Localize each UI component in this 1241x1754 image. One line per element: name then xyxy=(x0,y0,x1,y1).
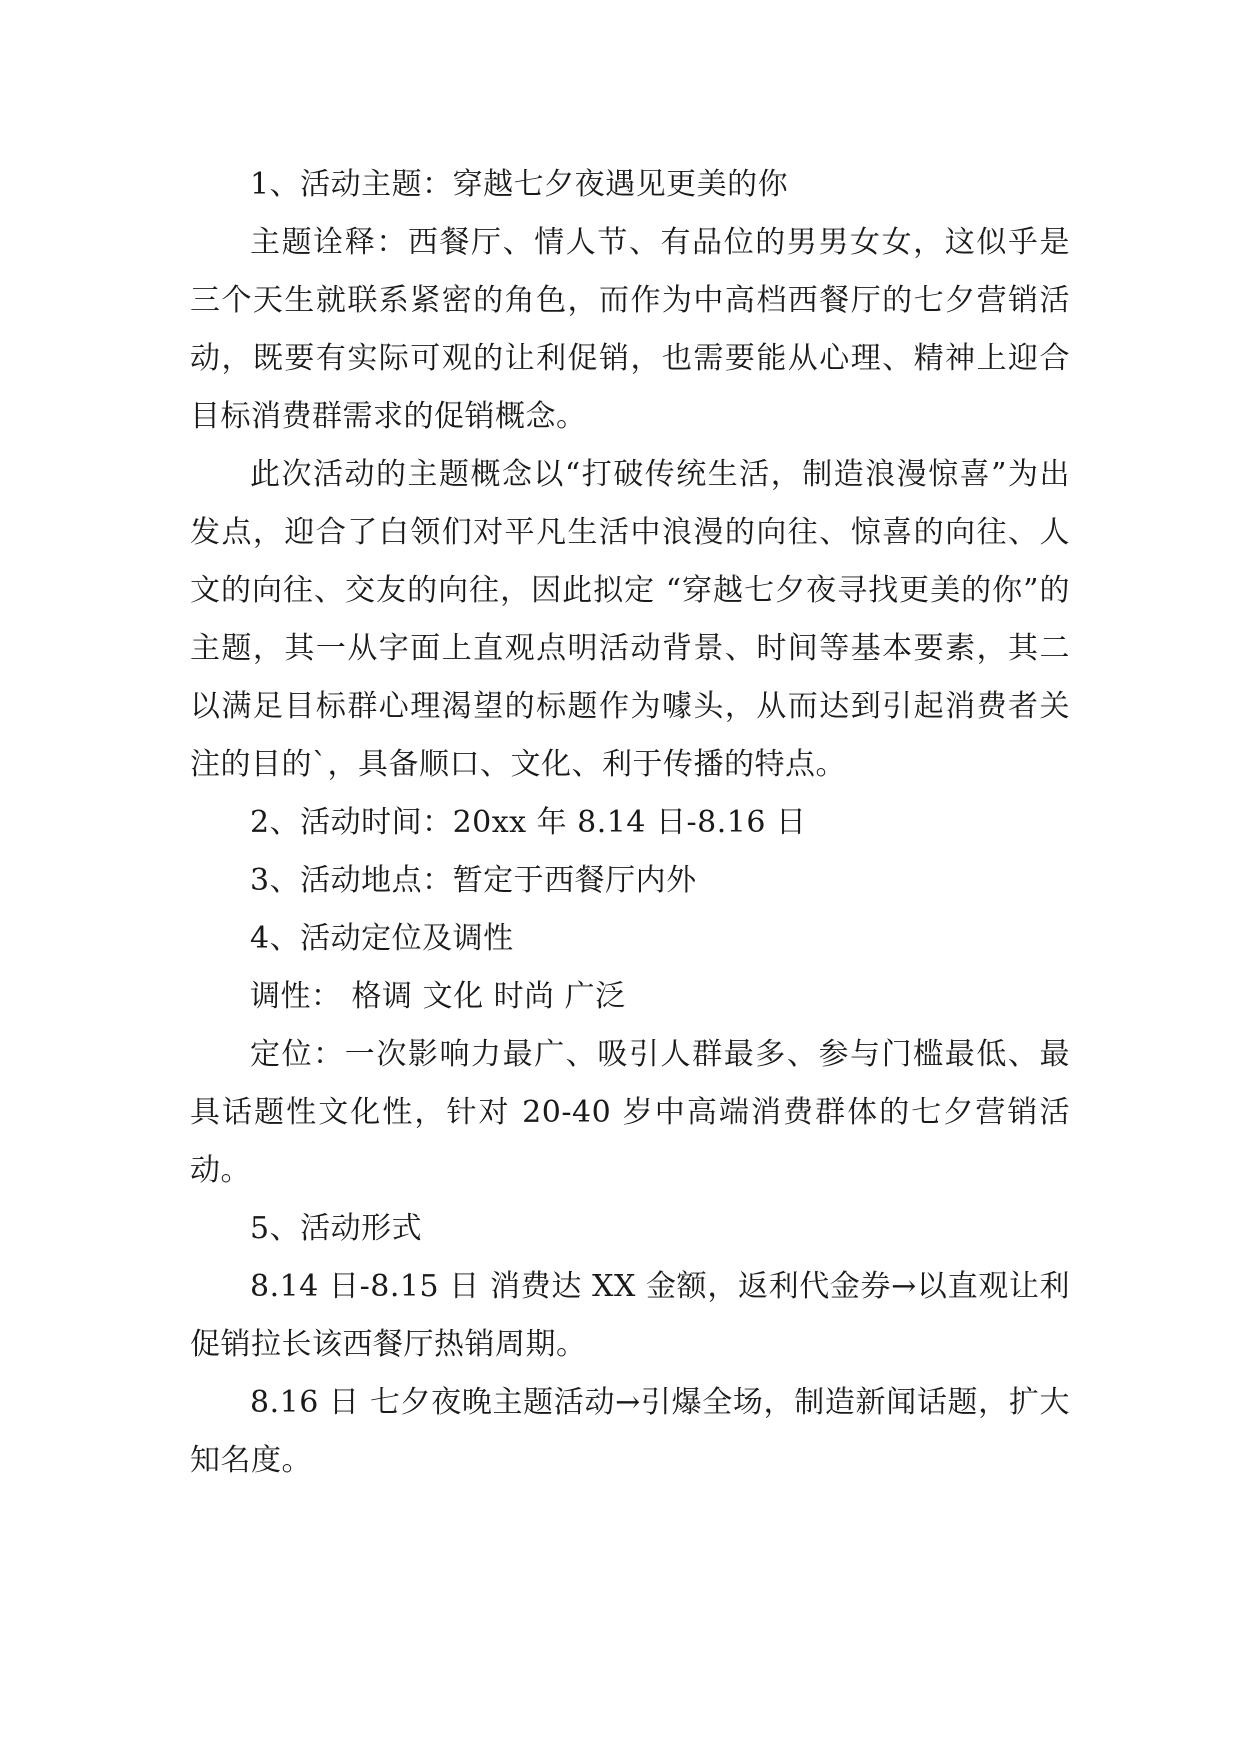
tone-line: 调性： 格调 文化 时尚 广泛 xyxy=(250,979,626,1014)
event-time-line: 2、活动时间：20xx 年 8.14 日-8.16 日 xyxy=(250,805,807,840)
theme-interpretation-paragraph: 主题诠释：西餐厅、情人节、有品位的男男女女，这似乎是三个天生就联系紧密的角色，而作为中高档西餐厅的七夕营销活动，既要有实际可观的让利促销，也需要能从心理、精神上迎合目标消费群需求的促销概念。 xyxy=(190,225,1070,434)
theme-concept-paragraph: 此次活动的主题概念以“打破传统生活，制造浪漫惊喜”为出发点，迎合了白领们对平凡生活中浪漫的向往、惊喜的向往、人文的向往、交友的向往，因此拟定 “穿越七夕夜寻找更美的你”的主题，其一从字面上直观点明活动背景、时间等基本要素，其二以满足目标群心理渴望的标题作为噱头，从而达到引起消费者关注的目的`，具备顺口、文化、利于传播的特点。 xyxy=(190,457,1070,782)
document-body xyxy=(190,156,1070,1490)
theme-heading: 1、活动主题：穿越七夕夜遇见更美的你 xyxy=(250,167,789,202)
positioning-paragraph: 定位：一次影响力最广、吸引人群最多、参与门槛最低、最具话题性文化性，针对 20-40 岁中高端消费群体的七夕营销活动。 xyxy=(190,1037,1070,1188)
format-item-2: 8.16 日 七夕夜晚主题活动→引爆全场，制造新闻话题，扩大知名度。 xyxy=(190,1385,1070,1478)
event-location-line: 3、活动地点：暂定于西餐厅内外 xyxy=(250,863,697,898)
format-item-1: 8.14 日-8.15 日 消费达 XX 金额，返利代金券→以直观让利促销拉长该西餐厅热销周期。 xyxy=(190,1269,1070,1362)
positioning-heading: 4、活动定位及调性 xyxy=(250,921,514,956)
event-format-heading: 5、活动形式 xyxy=(250,1211,423,1246)
